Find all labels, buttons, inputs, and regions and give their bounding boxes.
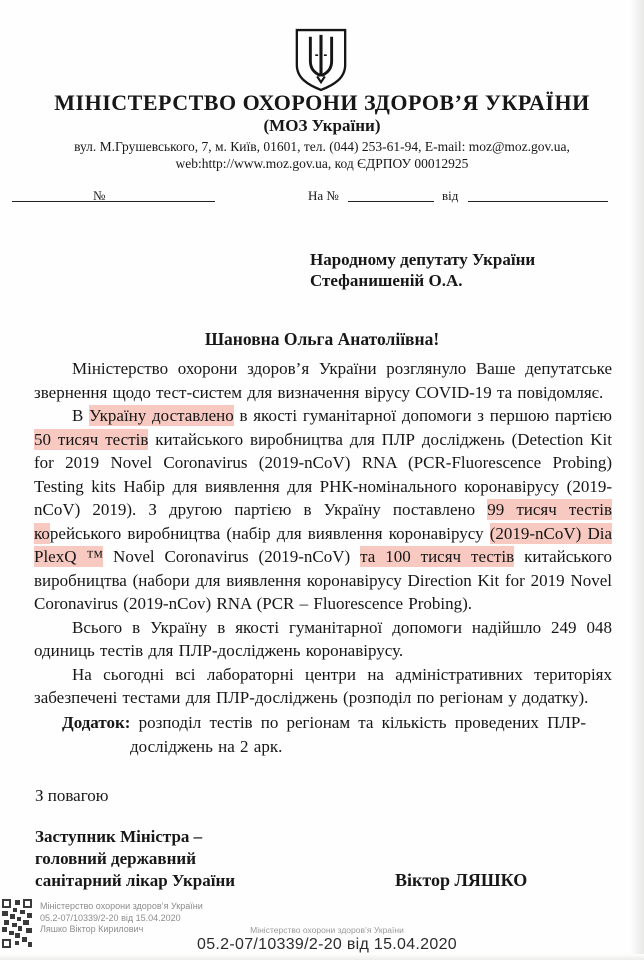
stamp-left-line1: Міністерство охорони здоров’я України [40,901,203,911]
attachment-note [62,711,586,759]
date-label: від [442,188,459,203]
attachment-text: розподіл тестів по регіонам та кількість проведених ПЛР-досліджень на 2 арк. [130,713,587,756]
stamp-bottom-line2: 05.2-07/10339/2-20 від 15.04.2020 [197,936,457,953]
scan-edge-shadow-bottom [0,954,644,960]
body-paragraph-2 [34,404,612,616]
salutation: Шановна Ольга Анатоліївна! [204,329,440,349]
highlighted-text: (2019-nCoV) Dia PlexQ ™ [34,523,612,566]
signer-title-line1: Заступник Міністра – [35,827,203,846]
body-text-segment: Всього в Україну в якості гуманітарної допомоги надійшло 249 048 одиниць тестів для ПЛР-досліджень коронавірусу. [34,617,612,660]
letter-body [34,357,612,710]
number-label: № [93,188,106,203]
body-text-segment: китайського виробництва (набори для виявлення коронавірусу Direction Kit for 2019 Novel Coronavirus (2019-nCov) RNA (PCR – Fluorescence Probing). [34,547,612,613]
qr-code-stamp-icon [2,899,32,948]
ministry-address-line1: вул. М.Грушевського, 7, м. Київ, 01601, тел. (044) 253-61-94, E-mail: moz@moz.gov.ua, [74,139,570,154]
body-paragraph-4 [34,663,612,710]
body-text-segment: рейського виробництва (набір для виявлення коронавірусу [49,523,490,543]
body-paragraph-1 [34,357,612,404]
reply-date-line [468,188,608,202]
signer-title-line2: головний державний [35,849,196,868]
highlighted-text: Україну доставлено [89,406,234,425]
signer-title-line3: санітарний лікар України [35,871,236,890]
closing-phrase: З повагою [35,786,109,805]
addressee-line2: Стефанишеній О.А. [310,271,463,290]
body-text-segment: китайського виробництва для ПЛР досліджень (Detection Kit for 2019 Novel Coronavirus (2019-nCoV) RNA (PCR-Fluorescence Probing) Testing kits Набір для виявлення для РНК-номінального коронавірусу (2019-nCoV) 2019). З другою партією в Україну поставлено [34,429,612,519]
ministry-name: МІНІСТЕРСТВО ОХОРОНИ ЗДОРОВ’Я УКРАЇНИ [54,90,590,115]
stamp-left-line2: 05.2-07/10339/2-20 від 15.04.2020 [40,912,181,923]
ministry-short-name: (МОЗ України) [263,116,381,135]
body-text-segment: В [72,406,90,425]
reply-number-line [348,188,434,202]
stamp-left-line3: Ляшко Віктор Кирилович [40,924,144,934]
body-paragraph-3 [34,616,612,663]
registration-stamp-bottom [157,925,497,954]
highlighted-text: та 100 тисяч тестів [360,547,515,566]
scan-edge-shadow-right [630,0,644,960]
ministry-address-line2: web:http://www.moz.gov.ua, код ЄДРПОУ 00012925 [175,156,469,171]
body-text-segment: в якості гуманітарної допомоги з першою партією [233,406,613,425]
reply-to-number-label: На № [308,188,339,203]
stamp-bottom-line1: Міністерство охорони здоров’я України [250,925,404,935]
body-text-segment: Novel Coronavirus (2019-nCoV) [103,547,361,566]
addressee-block [310,249,610,291]
signer-name: Віктор ЛЯШКО [395,870,528,890]
attachment-label: Додаток: [62,713,131,732]
body-text-segment: На сьогодні всі лабораторні центри на адміністративних територіях забезпечені тестами для ПЛР-досліджень (розподіл по регіонам у додатку). [34,664,612,707]
signer-title-block [35,826,235,892]
outgoing-number-line [12,188,215,202]
highlighted-text: 50 тисяч тестів [34,429,149,449]
highlighted-text: 99 тисяч тестів ко [34,500,612,543]
addressee-line1: Народному депутату України [310,250,536,269]
ukraine-trident-emblem-icon [292,28,350,92]
body-text-segment: Міністерство охорони здоров’я України розглянуло Ваше депутатське звернення щодо тест-систем для визначення вірусу COVID-19 та повідомляє. [34,359,612,402]
